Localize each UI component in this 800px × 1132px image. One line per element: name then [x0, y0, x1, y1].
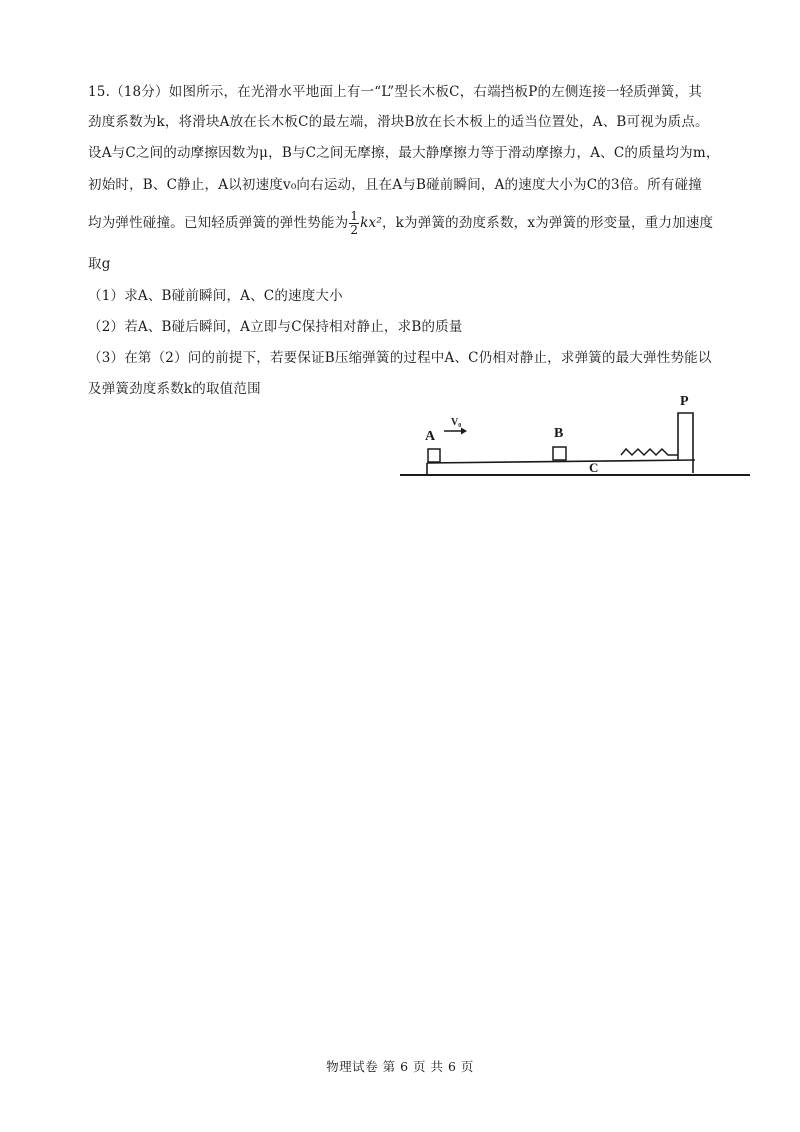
label-b: B — [554, 426, 564, 441]
problem-text-line-2: 劲度系数为k，将滑块A放在长木板C的最左端，滑块B放在长木板上的适当位置处，A、B可视为质点。 — [88, 114, 709, 130]
label-c: C — [589, 460, 599, 475]
half-fraction — [349, 210, 359, 237]
energy-text-after: ，k为弹簧的劲度系数，x为弹簧的形变量，重力加速度 — [381, 215, 714, 231]
velocity-arrow-head — [461, 428, 467, 435]
fraction-numerator: 1 — [350, 209, 359, 223]
question-2: （2）若A、B碰后瞬间，A立即与C保持相对静止，求B的质量 — [88, 319, 463, 335]
baffle-p — [678, 413, 693, 473]
question-3-continued: 及弹簧劲度系数k的取值范围 — [88, 381, 261, 397]
question-3: （3）在第（2）问的前提下，若要保证B压缩弹簧的过程中A、C仍相对静止，求弹簧的最大弹性势能以 — [88, 350, 712, 366]
block-a — [428, 449, 440, 462]
label-p: P — [680, 394, 689, 409]
problem-text-line-1: 15.（18分）如图所示，在光滑水平地面上有一“L”型长木板C，右端挡板P的左侧连接一轻质弹簧，其 — [88, 84, 702, 100]
problem-text-line-4: 初始时，B、C静止，A以初速度v₀向右运动，且在A与B碰前瞬间，A的速度大小为C的3倍。所有碰撞 — [88, 177, 702, 193]
apparatus-diagram — [395, 385, 755, 485]
fraction-denominator: 2 — [350, 223, 359, 237]
page-footer: 物理试卷 第 6 页 共 6 页 — [326, 1059, 474, 1074]
energy-text-before: 均为弹性碰撞。已知轻质弹簧的弹性势能为 — [88, 215, 349, 231]
label-v0: V₀ — [451, 417, 462, 428]
kx-squared: kx² — [360, 215, 382, 231]
problem-text-line-3: 设A与C之间的动摩擦因数为μ，B与C之间无摩擦，最大静摩擦力等于滑动摩擦力，A、C的质量均为m， — [88, 145, 720, 161]
spring — [621, 449, 678, 455]
block-b — [553, 447, 566, 460]
problem-text-line-6: 取g — [88, 256, 111, 272]
label-a: A — [425, 429, 436, 444]
problem-text-line-5 — [88, 210, 760, 237]
question-1: （1）求A、B碰前瞬间，A、C的速度大小 — [88, 288, 343, 304]
